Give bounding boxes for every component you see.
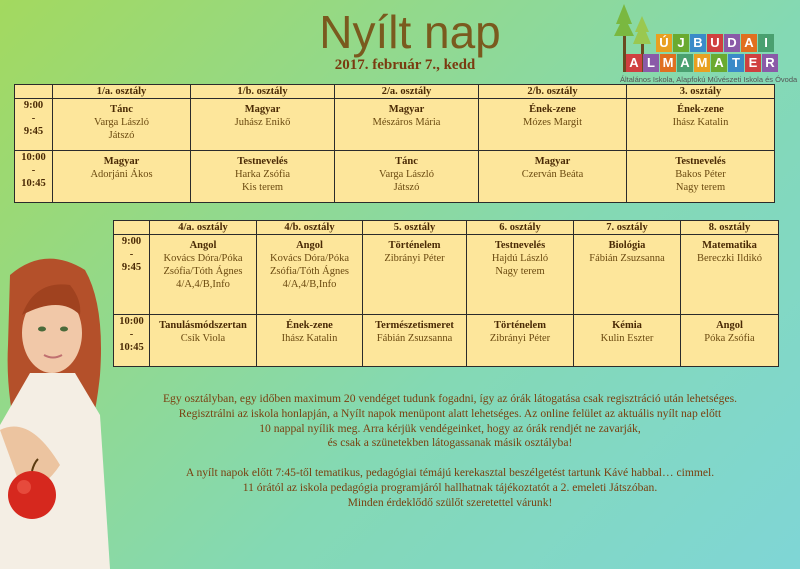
info-line: A nyílt napok előtt 7:45-től tematikus, pedagógiai témájú kerekasztal beszélgetést tartunk Kávé habbal… cimmel. — [185, 466, 715, 480]
lesson-cell — [574, 315, 681, 367]
lesson-detail: Juhász Enikő — [234, 117, 291, 128]
lesson-detail: Fábián Zsuzsanna — [376, 333, 453, 344]
logo-row-ujbudai — [656, 34, 774, 52]
lesson-detail: Kovács Dóra/Póka — [269, 253, 350, 264]
time-line: - — [129, 249, 134, 260]
lesson-detail: Adorjáni Ákos — [90, 169, 153, 180]
table-row — [114, 235, 779, 315]
subject-name: Testnevelés — [237, 156, 288, 167]
lesson-cell — [467, 315, 574, 367]
lesson-cell — [335, 151, 479, 203]
lesson-cell — [191, 151, 335, 203]
time-slot — [15, 151, 53, 203]
table-row — [15, 151, 775, 203]
subject-name: Kémia — [612, 320, 642, 331]
subject-name: Magyar — [388, 104, 425, 115]
lesson-cell — [150, 315, 257, 367]
lesson-detail: Játszó — [108, 130, 135, 141]
time-line: 9:45 — [23, 126, 44, 137]
lesson-detail: Ihász Katalin — [281, 333, 338, 344]
logo-letter: I — [758, 34, 774, 52]
subject-name: Magyar — [534, 156, 571, 167]
lesson-cell — [479, 99, 627, 151]
lesson-cell — [335, 99, 479, 151]
class-header: 1/b. osztály — [191, 85, 335, 99]
subject-name: Magyar — [103, 156, 140, 167]
time-line: 10:00 — [21, 152, 46, 163]
time-line: - — [129, 329, 134, 340]
subject-name: Tánc — [395, 156, 418, 167]
lesson-cell — [479, 151, 627, 203]
class-header: 7. osztály — [574, 221, 681, 235]
class-header: 2/a. osztály — [335, 85, 479, 99]
logo-letter: A — [677, 54, 693, 72]
class-header: 4/a. osztály — [150, 221, 257, 235]
lesson-cell — [363, 315, 467, 367]
logo-letter: T — [728, 54, 744, 72]
subject-name: Tanulásmódszertan — [159, 320, 247, 331]
subject-name: Ének-zene — [677, 104, 724, 115]
school-logo — [612, 2, 798, 86]
lesson-detail: Mészáros Mária — [372, 117, 441, 128]
lesson-cell — [467, 235, 574, 315]
corner-cell — [15, 85, 53, 99]
table-row — [15, 99, 775, 151]
info-line: Regisztrálni az iskola honlapján, a Nyílt napok menüpont alatt lehetséges. Az online felület az aktuális nyílt nap előtt — [178, 406, 722, 420]
logo-row-almamater — [626, 54, 778, 72]
logo-letter: A — [711, 54, 727, 72]
info-line: 10 nappal nyílik meg. Arra kérjük vendégeinket, hogy az órák rendjét ne zavarják, — [259, 421, 641, 435]
subject-name: Tánc — [110, 104, 133, 115]
lesson-cell — [363, 235, 467, 315]
lesson-detail: Varga László — [379, 169, 434, 180]
class-header: 3. osztály — [627, 85, 775, 99]
event-date: 2017. február 7., kedd — [334, 57, 476, 73]
lesson-cell — [627, 151, 775, 203]
subject-name: Ének-zene — [286, 320, 333, 331]
logo-letter: E — [745, 54, 761, 72]
lesson-detail: Nagy terem — [495, 266, 545, 277]
subject-name: Testnevelés — [675, 156, 726, 167]
lesson-detail: Nagy terem — [675, 182, 726, 193]
lesson-cell — [257, 235, 363, 315]
lesson-cell — [257, 315, 363, 367]
time-line: 9:00 — [23, 100, 44, 111]
lesson-detail: Kovács Dóra/Póka — [163, 253, 243, 264]
logo-letter: L — [643, 54, 659, 72]
subject-name: Természetismeret — [375, 320, 454, 331]
logo-letter: M — [660, 54, 676, 72]
lesson-cell — [53, 99, 191, 151]
time-line: - — [31, 113, 36, 124]
lesson-cell — [191, 99, 335, 151]
lesson-detail: Varga László — [94, 117, 149, 128]
lesson-detail: Mózes Margit — [522, 117, 582, 128]
time-slot — [15, 99, 53, 151]
lesson-cell — [574, 235, 681, 315]
lesson-detail: Zibrányi Péter — [384, 253, 445, 264]
subject-name: Történelem — [388, 240, 441, 251]
lesson-cell — [681, 315, 779, 367]
lesson-detail: Ihász Katalin — [672, 117, 729, 128]
lesson-cell — [627, 99, 775, 151]
time-line: 9:00 — [121, 236, 142, 247]
lesson-detail: Bakos Péter — [675, 169, 726, 180]
lesson-cell — [53, 151, 191, 203]
subject-name: Angol — [716, 320, 743, 331]
class-header: 4/b. osztály — [257, 221, 363, 235]
subject-name: Angol — [189, 240, 217, 251]
logo-letter: A — [741, 34, 757, 52]
class-header: 6. osztály — [467, 221, 574, 235]
time-line: - — [31, 165, 36, 176]
lesson-detail: Csík Viola — [180, 333, 226, 344]
lesson-detail: 4/A,4/B,Info — [282, 279, 337, 290]
table-row — [114, 315, 779, 367]
class-header: 1/a. osztály — [53, 85, 191, 99]
lesson-detail: Fábián Zsuzsanna — [589, 253, 665, 264]
subject-name: Angol — [296, 240, 323, 251]
logo-letter: D — [724, 34, 740, 52]
time-line: 10:45 — [119, 342, 144, 353]
lesson-detail: Zsófia/Tóth Ágnes — [163, 266, 243, 277]
lesson-detail: Hajdú László — [491, 253, 549, 264]
subject-name: Történelem — [494, 320, 546, 331]
lesson-detail: Harka Zsófia — [234, 169, 291, 180]
time-line: 10:00 — [119, 316, 144, 327]
logo-letter: B — [690, 34, 706, 52]
lesson-detail: Játszó — [393, 182, 420, 193]
lesson-detail: Zibrányi Péter — [489, 333, 551, 344]
logo-letter: M — [694, 54, 710, 72]
info-line: és csak a szünetekben látogassanak másik osztályba! — [327, 436, 573, 450]
subject-name: Matematika — [702, 240, 757, 251]
logo-letter: A — [626, 54, 642, 72]
time-line: 10:45 — [21, 178, 46, 189]
lesson-detail: 4/A,4/B,Info — [176, 279, 230, 290]
logo-letter: J — [673, 34, 689, 52]
logo-letter: U — [707, 34, 723, 52]
logo-letter: Ú — [656, 34, 672, 52]
subject-name: Testnevelés — [494, 240, 546, 251]
logo-letter: R — [762, 54, 778, 72]
lesson-detail: Póka Zsófia — [704, 333, 755, 344]
lesson-detail: Zsófia/Tóth Ágnes — [269, 266, 350, 277]
info-line: Minden érdeklődő szülőt szeretettel várunk! — [347, 495, 553, 509]
lesson-detail: Kis terem — [241, 182, 284, 193]
page-title: Nyílt nap — [319, 6, 501, 58]
info-line: Egy osztályban, egy időben maximum 20 vendéget tudunk fogadni, így az órák látogatása csak regisztráció után lehetséges. — [162, 392, 738, 405]
lesson-cell — [150, 235, 257, 315]
info-text — [130, 392, 770, 511]
subject-name: Magyar — [244, 104, 281, 115]
lesson-detail: Czerván Beáta — [521, 169, 584, 180]
time-line: 9:45 — [121, 262, 142, 273]
lesson-detail: Bereczki Ildikó — [696, 253, 762, 264]
schedule-table-lower-grades — [14, 84, 775, 203]
lesson-detail: Kulin Eszter — [600, 333, 654, 344]
subject-name: Ének-zene — [529, 104, 576, 115]
lesson-cell — [681, 235, 779, 315]
corner-cell — [114, 221, 150, 235]
subject-name: Biológia — [608, 240, 646, 251]
info-line: 11 órától az iskola pedagógia programjáról hallhatnak tájékoztatót a 2. emeleti Játszóban. — [242, 480, 658, 494]
class-header: 2/b. osztály — [479, 85, 627, 99]
logo-tagline: Általános Iskola, Alapfokú Művészeti Iskola és Óvoda — [620, 75, 798, 84]
girl-with-apple-image — [0, 255, 120, 569]
class-header: 8. osztály — [681, 221, 779, 235]
class-header: 5. osztály — [363, 221, 467, 235]
schedule-table-upper-grades — [113, 220, 779, 367]
